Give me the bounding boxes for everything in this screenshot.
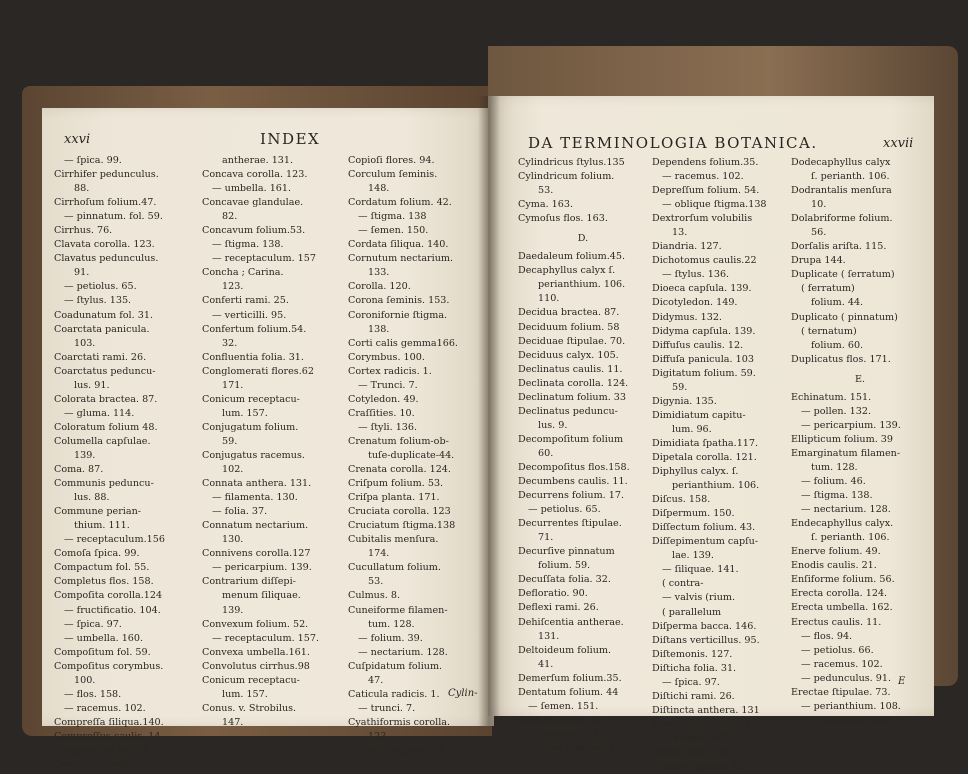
index-entry: lus. 91. xyxy=(74,379,110,391)
index-entry: Cirrhifer pedunculus. xyxy=(54,169,159,181)
index-entry: — ſtylus. 136. xyxy=(662,269,730,281)
index-entry: folium. 60. xyxy=(811,339,864,351)
index-entry: Cymoſus flos. 163. xyxy=(518,213,608,225)
index-entry: — perianthium. 108. xyxy=(801,700,901,712)
index-entry: Colorata bractea. 87. xyxy=(54,393,158,405)
index-entry: Erectae ſtipulae. 73. xyxy=(791,686,891,698)
index-entry: Decurrentes ſtipulae. xyxy=(518,518,622,530)
index-entry: Emarginatum filamen- xyxy=(791,447,901,459)
index-entry: Diffuſus caulis. 12. xyxy=(652,339,744,351)
index-entry: — flos. 94. xyxy=(801,630,853,642)
index-entry: 133. xyxy=(368,267,390,279)
index-entry: Columella capſulae. xyxy=(54,435,151,447)
index-entry: Corculum ſeminis. xyxy=(348,169,438,181)
index-entry: Dentatae ſtipulae. 74. xyxy=(518,742,625,754)
index-entry: Conjugatum folium. xyxy=(202,421,299,433)
index-entry: Didymus. 132. xyxy=(652,311,722,323)
index-entry: Cyathiformis corolla. xyxy=(348,716,451,728)
index-entry: Diſpermum. 150. xyxy=(652,508,735,520)
index-entry: Dicotyledon. 149. xyxy=(652,297,738,309)
index-entry: Coarctati rami. 26. xyxy=(54,351,147,363)
index-entry: Dioeca capſula. 139. xyxy=(652,283,752,295)
index-entry: — valvis (rium. xyxy=(662,592,736,604)
index-entry: 100. xyxy=(74,674,96,686)
index-entry: Decaphyllus calyx ſ. xyxy=(518,265,616,277)
index-entry: — petiolus. 66. xyxy=(801,644,874,656)
index-entry: 138. xyxy=(368,323,390,335)
index-entry: 71. xyxy=(538,532,554,544)
book-spread xyxy=(10,26,958,773)
index-entry: Cornutum nectarium. xyxy=(348,253,454,265)
index-entry: Coronifornie ſtigma. xyxy=(348,309,448,321)
index-entry: Deciduae ſtipulae. 70. xyxy=(518,335,626,347)
index-entry: 88. xyxy=(74,183,90,195)
index-entry: — ſpica. 97. xyxy=(662,676,720,688)
index-entry: Caticula radicis. 1. xyxy=(348,688,440,700)
left-column-2 xyxy=(202,154,342,730)
index-entry: Corymbus. 100. xyxy=(348,351,425,363)
index-entry: Drupa 144. xyxy=(791,255,846,267)
index-entry: lum. 157. xyxy=(222,688,268,700)
index-entry: Cynatae ; coalitae xyxy=(54,759,142,771)
index-entry: Decompoſitus flos.158. xyxy=(518,461,630,473)
index-entry: Diſtincta anthera. 131 xyxy=(652,704,760,716)
index-entry: — trunci. 7. xyxy=(358,702,416,714)
index-entry: 91. xyxy=(74,267,90,279)
index-entry: — ſtigma. 138. xyxy=(801,490,873,502)
index-entry: Diviſae ſtipulae. 85. xyxy=(652,761,748,773)
index-entry: antherae. 131. xyxy=(222,155,294,166)
index-entry: ſ. perianth. 106. xyxy=(811,171,890,183)
index-entry: 103. xyxy=(74,337,96,349)
left-column-1 xyxy=(54,154,194,772)
index-entry: Decompoſitum folium xyxy=(518,433,624,445)
index-entry: Depreſſum folium. 54. xyxy=(652,185,760,197)
index-entry: Cuneiforme filamen- xyxy=(348,604,448,616)
index-entry: Declinatus caulis. 11. xyxy=(518,363,623,375)
index-entry: 148. xyxy=(368,183,390,195)
index-entry: folium. 44. xyxy=(811,297,864,309)
index-entry: Erecta umbella. 162. xyxy=(791,602,893,614)
right-catchword: E xyxy=(898,676,906,687)
index-entry: Confluentia folia. 31. xyxy=(202,351,304,363)
index-entry: 147. xyxy=(222,716,244,728)
index-entry: Demerſum folium.35. xyxy=(518,672,622,684)
index-entry: Declinatum folium. 33 xyxy=(518,391,627,403)
index-entry: Compoſitus corymbus. xyxy=(54,660,164,672)
index-entry: Concava corolla. 123. xyxy=(202,169,308,181)
index-entry: Diandria. 127. xyxy=(652,241,722,253)
index-entry: Defloratio. 90. xyxy=(518,588,588,600)
index-entry: Diſſepimentum capſu- xyxy=(652,536,759,548)
index-entry: — pericarpium. 139. xyxy=(212,562,312,574)
index-entry: lae. 139. xyxy=(672,550,714,562)
index-entry: Deltoideum folium. xyxy=(518,644,612,656)
index-entry: Cirrhus. 76. xyxy=(54,225,113,237)
index-entry: Deflexi rami. 26. xyxy=(518,602,599,614)
index-entry: — folium. 46. xyxy=(801,476,866,488)
index-entry: Connata anthera. 131. xyxy=(202,478,312,490)
index-entry: 139. xyxy=(74,449,96,461)
index-entry: Enodis caulis. 21. xyxy=(791,560,877,572)
index-entry: Criſpa planta. 171. xyxy=(348,492,440,504)
index-entry: Dimidiatum capitu- xyxy=(652,409,746,421)
index-entry: — gluma. 114. xyxy=(64,407,135,419)
index-entry: Enerve folium. 49. xyxy=(791,546,881,558)
index-entry: — corolla. 124. xyxy=(528,728,602,740)
index-entry: — pericarpium. 139. xyxy=(801,419,901,431)
index-entry: Dolabriforme folium. xyxy=(791,213,893,225)
index-entry: Dextrorſum volubilis xyxy=(652,213,753,225)
index-entry: Compreſſus caulis. 14. xyxy=(54,730,164,742)
index-entry: lus. 9. xyxy=(538,419,568,431)
index-entry: Contrarium diſſepi- xyxy=(202,576,296,588)
index-entry: Diſſectum folium. 43. xyxy=(652,522,756,534)
index-entry: tum. 128. xyxy=(368,618,415,630)
index-entry: Dichotomus caulis.22 xyxy=(652,255,757,267)
left-page-number: xxvi xyxy=(64,132,91,147)
index-entry: Compoſita corolla.124 xyxy=(54,590,163,602)
index-entry: — filamenta. 130. xyxy=(212,492,298,504)
index-entry: Diſtans verticillus. 95. xyxy=(652,634,760,646)
index-entry: Compactum fol. 55. xyxy=(54,562,150,574)
index-entry: Clavata corolla. 123. xyxy=(54,239,155,251)
index-entry: — ſiliquae. 141. xyxy=(662,564,739,576)
index-entry: Deciduus calyx. 105. xyxy=(518,349,619,361)
index-entry: Crenata corolla. 124. xyxy=(348,464,451,476)
index-entry: ( parallelum xyxy=(662,606,722,618)
index-entry: Decurſive pinnatum xyxy=(518,546,615,558)
index-entry: menum ſiliquae. xyxy=(222,590,301,602)
index-entry: Confertum folium.54. xyxy=(202,323,307,335)
index-entry: Completus flos. 158. xyxy=(54,576,154,588)
index-entry: perianthium. 106. xyxy=(538,279,626,291)
index-entry: Conferti rami. 25. xyxy=(202,295,289,307)
index-entry: Dehiſcentia antherae. xyxy=(518,616,624,628)
index-entry: 174. xyxy=(368,548,390,560)
index-entry: Cylindricus ſtylus.135 xyxy=(518,157,625,168)
index-entry: — receptaculum. 157 xyxy=(212,253,316,265)
index-entry: Decumbens caulis. 11. xyxy=(518,476,628,488)
index-entry: lum. 96. xyxy=(672,423,712,435)
index-entry: — oblique ſtigma.138 xyxy=(662,199,767,211)
index-entry: Cuſpidatum folium. xyxy=(348,660,443,672)
left-page xyxy=(42,108,494,771)
index-entry: Cortex radicis. 1. xyxy=(348,365,432,377)
index-entry: — nectarium. 128. xyxy=(358,646,448,658)
index-entry: — ſemen. 150. xyxy=(358,225,429,237)
index-entry: Coadunatum fol. 31. xyxy=(54,309,153,321)
index-entry: Convolutus cirrhus.98 xyxy=(202,660,310,672)
index-entry: Decuſſata folia. 32. xyxy=(518,574,611,586)
index-entry: 123. xyxy=(222,281,244,293)
index-entry: Diſcus. 158. xyxy=(652,494,711,506)
index-entry: ( contra- xyxy=(662,578,704,590)
right-page xyxy=(488,96,934,773)
index-entry: Cirrhoſum folium.47. xyxy=(54,197,157,209)
index-entry: — racemus. 102. xyxy=(662,171,744,183)
index-entry: 139. xyxy=(222,604,244,616)
index-entry: — racemus. 102. xyxy=(64,702,146,714)
index-entry: Diſperma bacca. 146. xyxy=(652,620,757,632)
index-entry: Duplicatus flos. 171. xyxy=(791,353,891,365)
index-entry: Cubitalis menſura. xyxy=(348,534,439,546)
index-entry: Dipetala corolla. 121. xyxy=(652,451,757,463)
index-entry: Conjugatus racemus. xyxy=(202,449,305,461)
index-entry: Corti calis gemma166. xyxy=(348,337,458,349)
index-entry: Criſpum folium. 53. xyxy=(348,478,444,490)
index-entry: — pollen. 132. xyxy=(801,405,872,417)
index-entry: tum. 128. xyxy=(811,461,858,473)
index-entry: — ſemen. 151. xyxy=(528,700,599,712)
index-entry: folium. 59. xyxy=(538,560,591,572)
index-entry: Diphyllus calyx. ſ. xyxy=(652,466,739,478)
index-entry: Conus. v. Strobilus. xyxy=(202,702,297,714)
index-entry: — folium. 39. xyxy=(358,632,423,644)
index-entry: tuſe-duplicate-44. xyxy=(368,449,455,461)
index-entry: ( ferratum) xyxy=(801,283,855,295)
index-entry: — umbella. 160. xyxy=(64,632,144,644)
index-entry: Decidua bractea. 87. xyxy=(518,307,620,319)
index-entry: D. xyxy=(577,233,589,245)
index-entry: Coarctata panicula. xyxy=(54,323,150,335)
index-entry: Connatum nectarium. xyxy=(202,520,309,532)
index-entry: E. xyxy=(854,373,866,385)
index-entry: — ſtigma. 138 xyxy=(358,211,427,223)
index-entry: Erecta corolla. 124. xyxy=(791,588,888,600)
index-entry: 131. xyxy=(538,630,560,642)
index-entry: Conglomerati flores.62 xyxy=(202,365,314,377)
index-entry: Declinata corolla. 124. xyxy=(518,377,629,389)
index-entry: — nectarium. 128. xyxy=(801,504,891,516)
index-entry: Coma. 87. xyxy=(54,464,104,476)
index-entry: Enſiforme folium. 56. xyxy=(791,574,895,586)
index-entry: Cotyledon. 49. xyxy=(348,393,419,405)
index-entry: Diſticha folia. 31. xyxy=(652,662,737,674)
index-entry: ( ternatum) xyxy=(801,325,857,337)
index-entry: Divaricatus caulis. 23. xyxy=(652,718,761,730)
index-entry: — receptaculum.156 xyxy=(64,534,165,546)
index-entry: Concavae glandulae. xyxy=(202,197,304,209)
index-entry: 53. xyxy=(368,576,384,588)
index-entry: 59. xyxy=(672,381,688,393)
index-entry: Connivens corolla.127 xyxy=(202,548,311,560)
index-entry: Corolla. 120. xyxy=(348,281,411,293)
right-column-3 xyxy=(791,156,929,728)
index-entry: Communis peduncu- xyxy=(54,478,154,490)
index-entry: Dodrantalis menſura xyxy=(791,185,892,197)
index-entry: — flos. 158. xyxy=(64,688,122,700)
index-entry: Dodecaphyllus calyx xyxy=(791,157,891,168)
right-page-header: DA TERMINOLOGIA BOTANICA. xyxy=(528,134,818,152)
index-entry: Cyma. 163. xyxy=(518,199,574,211)
index-entry: Duplicate ( ſerratum) xyxy=(791,269,895,281)
index-entry: 123. xyxy=(368,730,390,742)
index-entry: Coloratum folium 48. xyxy=(54,421,158,433)
index-entry: Echinatum. 151. xyxy=(791,391,872,403)
index-entry: Didyma capſula. 139. xyxy=(652,325,756,337)
index-entry: ſ : perianth. 106. xyxy=(811,714,893,726)
index-entry: Diſtichi rami. 26. xyxy=(652,690,735,702)
index-entry: 130. xyxy=(222,534,244,546)
index-entry: Concha ; Carina. xyxy=(202,267,284,279)
index-entry: Diffuſa panicula. 103 xyxy=(652,353,754,365)
index-entry: 59. xyxy=(222,435,238,447)
index-entry: Cordata ſiliqua. 140. xyxy=(348,239,449,251)
right-page-number: xxvii xyxy=(883,136,914,151)
index-entry: Convexum folium. 52. xyxy=(202,618,309,630)
index-entry: Dependens folium.35. xyxy=(652,157,759,168)
index-entry: 53. xyxy=(538,185,554,197)
index-entry: Copioſi flores. 94. xyxy=(348,155,435,166)
index-entry: — ſtigma. 138. xyxy=(212,239,284,251)
index-entry: Cruciata corolla. 123 xyxy=(348,506,451,518)
index-entry: Dimidiata ſpatha.117. xyxy=(652,437,759,449)
index-entry: Erectus caulis. 11. xyxy=(791,616,882,628)
index-entry: Convexa umbella.161. xyxy=(202,646,310,658)
index-entry: thium. 111. xyxy=(74,520,130,532)
index-entry: Cruciatum ſtigma.138 xyxy=(348,520,456,532)
index-entry: Dentata radix. 4. xyxy=(518,714,600,726)
index-entry: 110. xyxy=(538,293,560,305)
index-entry: Digynia. 135. xyxy=(652,395,717,407)
index-entry: Craſſities. 10. xyxy=(348,407,415,419)
index-entry: Commune perian- xyxy=(54,506,142,518)
index-entry: Ellipticum folium. 39 xyxy=(791,433,894,445)
index-entry: Compoſitum fol. 59. xyxy=(54,646,151,658)
index-entry: — petiolus. 65. xyxy=(64,281,137,293)
index-entry: — fructificatio. 104. xyxy=(64,604,161,616)
index-entry: — ſpica. 99. xyxy=(64,155,122,166)
index-entry: 10. xyxy=(811,199,827,211)
book-gutter xyxy=(478,96,500,726)
index-entry: Daedaleum folium.45. xyxy=(518,251,626,263)
index-entry: Diſtemonis. 127. xyxy=(652,648,733,660)
index-entry: 13. xyxy=(672,227,688,239)
index-entry: Decurrens folium. 17. xyxy=(518,490,625,502)
index-entry: Digitatum folium. 59. xyxy=(652,367,756,379)
index-entry: 82. xyxy=(222,211,238,223)
index-entry: Conicum receptacu- xyxy=(202,674,300,686)
index-entry: Dentatum folium. 44 xyxy=(518,686,619,698)
index-entry: 41. xyxy=(538,658,554,670)
index-entry: 32. xyxy=(222,337,238,349)
index-entry: Compreſſa ſiliqua.140. xyxy=(54,716,164,728)
index-entry: — pedunculus. 91. xyxy=(801,672,892,684)
index-entry: — ſtyli. 136. xyxy=(358,421,418,433)
index-entry: — ſpica. 97. xyxy=(64,618,122,630)
index-entry: Deciduum folium. 58 xyxy=(518,321,620,333)
index-entry: Cylindricum folium. xyxy=(518,171,615,183)
index-entry: 47. xyxy=(368,674,384,686)
index-entry: ſ. perianth. 106. xyxy=(811,532,890,544)
index-entry: 56. xyxy=(811,227,827,239)
index-entry: — pinnatum. fol. 59. xyxy=(64,211,163,223)
index-entry: 171. xyxy=(222,379,244,391)
index-entry: 102. xyxy=(222,464,244,476)
index-entry: Compreſſum fol. 59. xyxy=(54,744,152,756)
index-entry: Crenatum folium-ob- xyxy=(348,435,449,447)
index-entry: Endecaphyllus calyx. xyxy=(791,518,894,530)
index-entry: Concavum folium.53. xyxy=(202,225,306,237)
right-column-1 xyxy=(518,156,648,756)
index-entry: Coarctatus peduncu- xyxy=(54,365,156,377)
index-entry: — folia. 37. xyxy=(212,506,268,518)
left-page-header: INDEX xyxy=(260,130,321,148)
index-entry: — receptaculum. 157. xyxy=(212,632,320,644)
index-entry: Dorſalis ariſta. 115. xyxy=(791,241,887,253)
index-entry: lum. 157. xyxy=(222,407,268,419)
index-entry: — ſtylus. 135. xyxy=(64,295,132,307)
index-entry: Clavatus pedunculus. xyxy=(54,253,159,265)
index-entry: — umbella. 161. xyxy=(212,183,292,195)
index-entry: lus. 88. xyxy=(74,492,110,504)
index-entry: Duplicato ( pinnatum) xyxy=(791,311,898,323)
index-entry: Cylindrica ſpica. 98. xyxy=(348,744,447,756)
index-entry: — petiolus. 65. xyxy=(528,504,601,516)
index-entry: — verticilli. 95. xyxy=(212,309,287,321)
right-column-2 xyxy=(652,156,787,774)
index-entry: — racemus. 102. xyxy=(801,658,883,670)
index-entry: Conicum receptacu- xyxy=(202,393,300,405)
index-entry: Culmus. 8. xyxy=(348,590,401,602)
left-column-3 xyxy=(348,154,488,758)
index-entry: Corona ſeminis. 153. xyxy=(348,295,450,307)
index-entry: Comoſa ſpica. 99. xyxy=(54,548,140,560)
index-entry: — Trunci. 7. xyxy=(358,379,418,391)
index-entry: 60. xyxy=(538,447,554,459)
index-entry: — ramus. 169. xyxy=(662,732,733,744)
index-entry: perianthium. 106. xyxy=(672,480,760,492)
index-entry: Declinatus peduncu- xyxy=(518,405,618,417)
left-catchword: Cylin- xyxy=(448,688,478,699)
index-entry: Diviſa folia. 124. xyxy=(652,746,733,758)
index-entry: Cordatum folium. 42. xyxy=(348,197,452,209)
index-entry: Cucullatum folium. xyxy=(348,562,441,574)
